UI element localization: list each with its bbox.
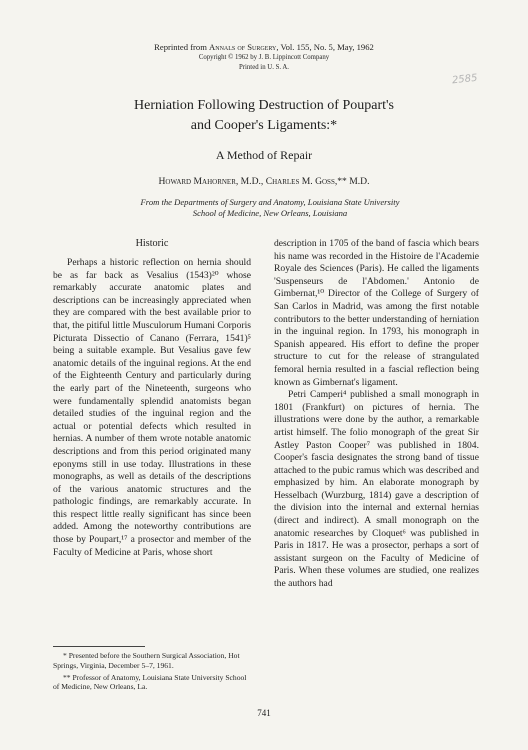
footnote: * Presented before the Southern Surgical Association, Hot Springs, Virginia, December 5–7, 1961. — [53, 651, 240, 670]
reprint-prefix: Reprinted from — [154, 42, 210, 52]
author-degree: ,** M.D. — [334, 176, 370, 187]
right-column — [274, 238, 479, 591]
body-paragraph: Petri Camperi⁴ published a small monograph in 1801 (Frankfurt) on pictures of hernia. The illustrations were done by the author, a remarkable artist himself. The folio monograph of the great Sir Astley Paston Cooper⁷ was published in 1804. Cooper's fascia designates the strong band of tissue attached to the pubic ramus which was described and emphasized by him. An elaborate monograph by Hesselbach (Wurzburg, 1814) gave a description of the division into the internal and external hernias (direct and indirect). A small monograph on the anatomic researches by Cloquet⁶ was published in Paris in 1817. He was a prosector, perhaps a sort of assistant surgeon on the Faculty of Medicine of Paris. When these volumes are studied, one realizes the authors had — [274, 389, 479, 590]
author-name: Howard Mahorner — [158, 176, 236, 187]
reprint-suffix: , Vol. 155, No. 5, May, 1962 — [276, 42, 374, 52]
printed-line: Printed in U. S. A. — [238, 64, 290, 71]
body-paragraph: Perhaps a historic reflection on hernia should be as far back as Vesalius (1543)²⁰ whose remarkably accurate anatomic plates and descriptions can be increasingly appreciated when they are compared with the best available prior to that, the pitiful little Musculorum Humani Corporis Picturata Dissectio of Canano (Ferrara, 1541)⁵ being a suitable example. But Vesalius gave few anatomic details of the inguinal regions. At the end of the Eighteenth Century and particularly during the early part of the Nineteenth, surgeons who were fundamentally splendid anatomists began detailed studies of the inguinal region and the actual or potential defects which resulted in hernias. A number of them wrote notable anatomic descriptions and from this period originated many eponyms still in use today. Illustrations in these monographs, as well as details of the descriptions of the various anatomic structures and the pathologic findings, are remarkably accurate. In this respect little really significant has since been added. Among the noteworthy contributions are those by Poupart,¹⁷ a prosector and member of the Faculty of Medicine at Paris, whose short — [53, 257, 251, 558]
page-number: 741 — [257, 708, 271, 718]
reprint-line — [0, 42, 528, 53]
journal-name: Annals of Surgery — [209, 42, 277, 52]
affiliation — [120, 197, 420, 219]
footnote: ** Professor of Anatomy, Louisiana State University School of Medicine, New Orleans, La. — [53, 672, 247, 692]
left-column — [53, 238, 251, 559]
article-title — [0, 96, 528, 136]
handwritten-note: 2585 — [451, 72, 478, 87]
affiliation-line-1: From the Departments of Surgery and Anatomy, Louisiana State University — [140, 197, 400, 207]
reprint-header — [0, 42, 528, 73]
affiliation-line-2: School of Medicine, New Orleans, Louisiana — [192, 208, 348, 218]
article-subtitle: A Method of Repair — [215, 148, 313, 162]
title-line-2: and Cooper's Ligaments:* — [190, 118, 338, 133]
footnote-divider — [53, 646, 145, 647]
section-heading: Historic — [135, 238, 169, 249]
author-line — [0, 176, 528, 187]
copyright-line: Copyright © 1962 by J. B. Lippincott Company — [198, 54, 330, 61]
author-name: Charles M. Goss — [265, 176, 335, 187]
author-degree: , M.D., — [235, 176, 266, 187]
footnotes — [53, 651, 251, 694]
body-paragraph: description in 1705 of the band of fascia which bears his name was recorded in the Histoire de l'Academie Royale des Sciences (Paris). He called the ligaments 'Suspenseurs de l'Abdomen.' Antonio de Gimbernat,¹⁰ Director of the College of Surgery of San Carlos in Madrid, was among the first notable contributors to the better understanding of herniation in the inguinal region. In 1793, his monograph in Spanish appeared. His effort to define the proper structure to cut for the release of strangulated femoral hernia resulted in a fascial reflection being known as Gimbernat's ligament. — [274, 238, 479, 388]
title-line-1: Herniation Following Destruction of Poupart's — [134, 98, 394, 113]
